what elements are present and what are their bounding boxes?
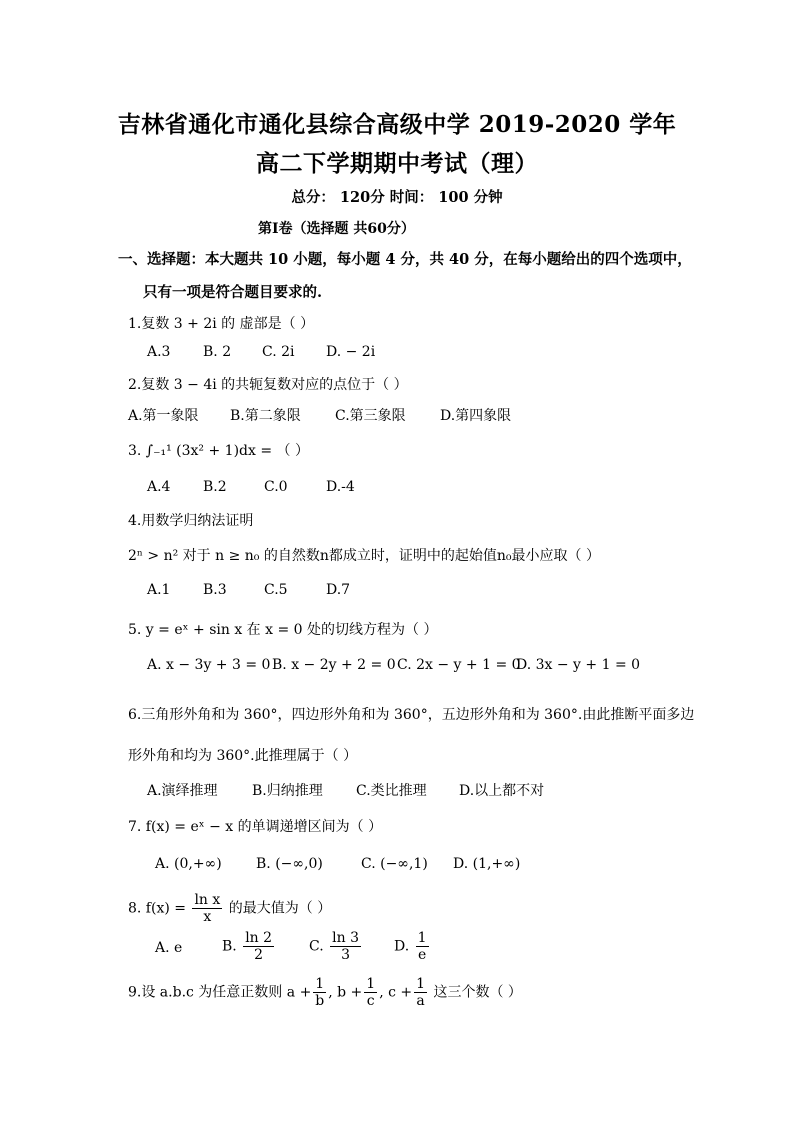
question-3-option-b: B.2 [203,479,227,495]
question-8-option-d-numerator: 1 [417,930,427,946]
exam-title-line1: 吉林省通化市通化县综合高级中学 2019-2020 学年 [117,111,677,138]
question-4-option-d: D.7 [326,582,351,598]
question-5-option-a: A. x − 3y + 3 = 0 [147,657,271,673]
question-8-stem-prefix: 8. f(x) = [128,900,186,917]
section-instruction-line2: 只有一项是符合题目要求的. [143,284,323,301]
question-3-option-c: C.0 [264,479,288,495]
question-4-option-c: C.5 [264,582,288,598]
question-3-option-a: A.4 [147,479,171,495]
question-4-stem: 4.用数学归纳法证明 [128,513,254,529]
question-9-term2-denominator: c [366,993,375,1009]
question-8-option-b-numerator: ln 2 [245,930,273,946]
question-2-option-a: A.第一象限 [128,408,199,424]
question-3-stem: 3. ∫₋₁¹ (3x² + 1)dx = （ ） [128,443,309,459]
exam-meta: 总分： 120分 时间： 100 分钟 [291,189,503,206]
part-heading: 第Ⅰ卷（选择题 共60分） [258,221,415,237]
question-9-term1-numerator: 1 [315,976,325,992]
question-5-option-d: D. 3x − y + 1 = 0 [516,657,641,673]
question-7-option-c: C. (−∞,1) [361,856,428,872]
question-5-option-c: C. 2x − y + 1 = 0 [397,657,521,673]
question-6-option-a: A.演绎推理 [147,783,218,799]
question-9-term3-base: , c + [379,984,413,1001]
question-8-option-c-label: C. [309,938,324,955]
question-8-option-c [309,930,363,963]
question-9-term2-numerator: 1 [366,976,376,992]
question-9-term1-base: a + [286,984,312,1001]
question-7-option-a: A. (0,+∞) [155,856,222,872]
question-8-option-b [222,930,276,963]
question-2-option-c: C.第三象限 [335,408,406,424]
question-5-option-b: B. x − 2y + 2 = 0 [272,657,396,673]
question-1-option-b: B. 2 [203,344,232,360]
question-8-option-b-label: B. [222,938,237,955]
question-6-option-c: C.类比推理 [356,783,427,799]
question-6-option-d: D.以上都不对 [459,783,545,799]
question-4-option-a: A.1 [147,582,171,598]
question-9-term3-denominator: a [416,993,425,1009]
question-8-stem-suffix: 的最大值为（ ） [228,900,332,917]
question-8-fraction [192,892,222,925]
question-7-option-d: D. (1,+∞) [453,856,521,872]
question-9-prefix: 9.设 a.b.c 为任意正数则 [128,984,283,1001]
question-3-option-d: D.-4 [326,479,355,495]
question-2-option-d: D.第四象限 [440,408,512,424]
question-8-fraction-numerator: ln x [194,892,221,908]
question-2-option-b: B.第二象限 [230,408,301,424]
question-7-option-b: B. (−∞,0) [256,856,323,872]
question-1-stem: 1.复数 3 + 2i 的 虚部是（ ） [128,316,315,332]
question-9-stem [128,976,522,1009]
question-9-suffix: 这三个数（ ） [433,984,522,1001]
exam-title-line2: 高二下学期期中考试（理） [256,150,538,177]
question-2-stem: 2.复数 3 − 4i 的共轭复数对应的点位于（ ） [128,377,408,393]
question-6-stem: 6.三角形外角和为 360°，四边形外角和为 360°，五边形外角和为 360°.由此推断平面多边 [128,707,695,723]
question-6-option-b: B.归纳推理 [252,783,323,799]
question-8-option-b-denominator: 2 [254,947,264,963]
question-8-option-a: A. e [155,940,183,956]
question-1-option-a: A.3 [147,344,171,360]
question-9-term3-numerator: 1 [416,976,426,992]
section-instruction-line1: 一、选择题：本大题共 10 小题，每小题 4 分，共 40 分，在每小题给出的四个选项中， [118,251,692,268]
question-5-stem: 5. y = eˣ + sin x 在 x = 0 处的切线方程为（ ） [128,622,438,638]
question-8-option-d [394,930,431,963]
question-8-fraction-denominator: x [203,909,212,925]
question-8-option-c-denominator: 3 [341,947,351,963]
question-8-option-d-denominator: e [417,947,427,963]
question-6-stem-line2: 形外角和均为 360°.此推理属于（ ） [128,748,358,764]
question-1-option-c: C. 2i [262,344,295,360]
question-8-option-d-label: D. [394,938,410,955]
question-1-option-d: D. − 2i [326,344,376,360]
question-4-option-b: B.3 [203,582,227,598]
question-8-option-c-numerator: ln 3 [332,930,359,946]
question-8-stem [128,892,331,925]
question-4-stem-condition: 2ⁿ > n² 对于 n ≥ n₀ 的自然数n都成立时，证明中的起始值n₀最小应取（ ） [128,548,600,564]
question-9-term2-base: , b + [328,984,363,1001]
question-7-stem: 7. f(x) = eˣ − x 的单调递增区间为（ ） [128,819,383,835]
question-9-term1-denominator: b [315,993,325,1009]
